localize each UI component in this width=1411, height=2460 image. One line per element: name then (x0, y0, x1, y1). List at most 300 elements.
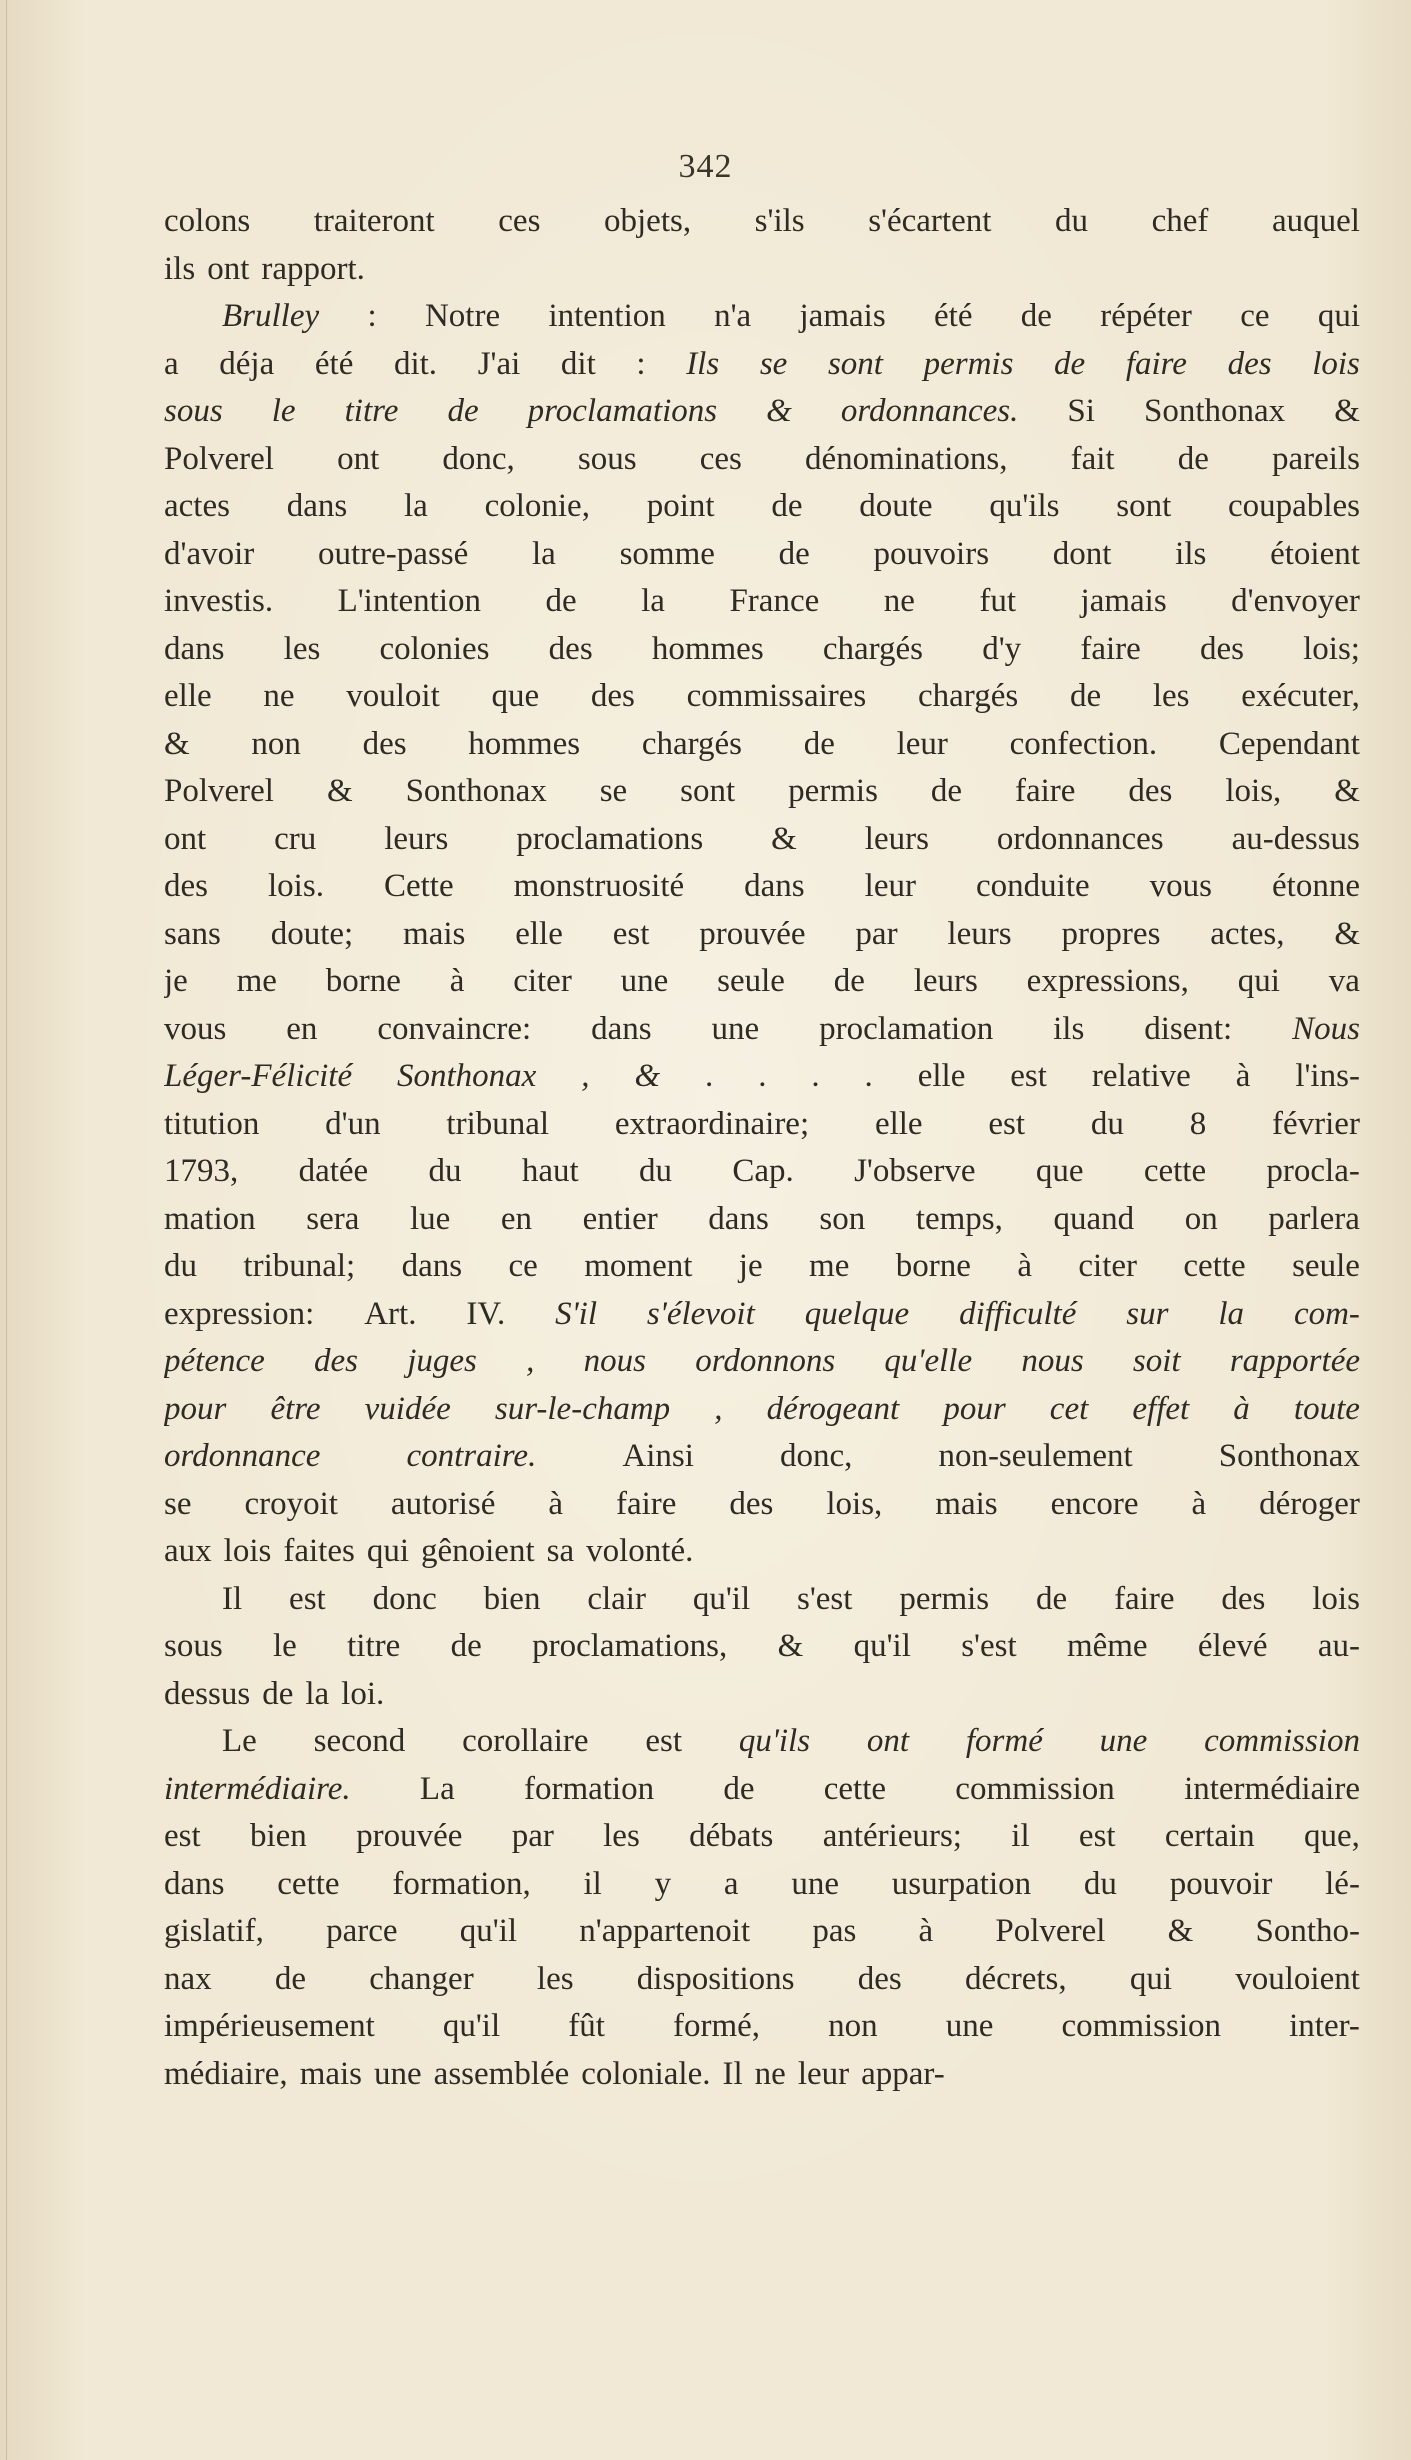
word: commission (1061, 2008, 1222, 2044)
word: & (1334, 915, 1360, 952)
word: colonie, (484, 488, 590, 524)
word: elle (917, 1058, 966, 1094)
word: d'avoir (164, 535, 255, 572)
italic-word: le (271, 393, 296, 429)
word: dans (591, 1010, 652, 1047)
word: a (723, 1865, 739, 1902)
word: dans (286, 488, 348, 524)
word: 8 (1189, 1105, 1207, 1142)
text-line (164, 388, 1360, 436)
word: de (545, 583, 577, 619)
word: somme (619, 535, 715, 572)
italic-word: s'élevoit (646, 1295, 755, 1332)
word: les (536, 1960, 574, 1997)
word: au-dessus (1231, 820, 1360, 857)
text-line (164, 1623, 1360, 1671)
word: on (1184, 1200, 1218, 1237)
italic-word: rapportée (1229, 1343, 1360, 1379)
word: en (286, 1010, 318, 1047)
word: relative (1091, 1058, 1191, 1094)
word: le (273, 1628, 297, 1664)
word: à (1017, 1248, 1032, 1284)
word: en (500, 1200, 533, 1237)
text-line (164, 721, 1360, 769)
word: ils (1053, 1010, 1085, 1047)
word: exécuter, (1241, 678, 1360, 714)
italic-word: permis (923, 345, 1014, 382)
word: qui (1317, 298, 1360, 334)
word: vouloient (1235, 1960, 1360, 1997)
word: Notre (424, 298, 501, 334)
word: Polverel (164, 773, 274, 809)
word: cette (823, 1770, 887, 1807)
word: faites (283, 1533, 355, 1569)
page-number: 342 (678, 148, 733, 185)
paragraph (164, 198, 1360, 293)
italic-word: être (270, 1390, 321, 1427)
word: proclamations, (532, 1628, 728, 1664)
italic-word: qu'ils (738, 1723, 811, 1759)
word: investis. (164, 583, 274, 619)
word: fût (568, 2008, 605, 2044)
word: formé, (673, 2008, 761, 2044)
word: leur (864, 868, 916, 904)
paragraph (164, 1718, 1360, 2098)
text-line (164, 1861, 1360, 1909)
word: chargés (641, 725, 742, 762)
word: de (274, 1960, 307, 1997)
text-line (164, 1291, 1360, 1339)
word: de (262, 1675, 294, 1712)
word: bien (483, 1580, 541, 1617)
word: s'est (797, 1580, 853, 1617)
word: J'ai (477, 345, 521, 382)
word: sans (164, 915, 221, 952)
word: la (305, 1675, 330, 1712)
word: faire (615, 1485, 677, 1522)
word: son (819, 1200, 866, 1237)
word: a (164, 345, 179, 382)
word: inter- (1289, 2008, 1360, 2044)
italic-word: sont (827, 345, 883, 382)
italic-word: & (766, 393, 792, 429)
word: parlera (1268, 1200, 1360, 1237)
word: seule (717, 963, 785, 999)
italic-word: , (526, 1343, 535, 1379)
word: décrets, (964, 1960, 1067, 1997)
word: expressions, (1026, 963, 1189, 999)
word: qu'il (442, 2008, 501, 2044)
word: Cependant (1218, 725, 1360, 762)
word: me (809, 1248, 850, 1284)
word: traiteront (313, 203, 435, 239)
word: colons (164, 203, 251, 239)
word: lois; (1303, 630, 1360, 667)
word: antérieurs; (822, 1818, 962, 1854)
word: Polverel (995, 1913, 1106, 1949)
text-line (164, 863, 1360, 911)
italic-word: sous (164, 393, 223, 429)
italic-word: faire (1125, 345, 1187, 382)
word: des (590, 678, 635, 714)
word: est (645, 1723, 682, 1759)
word: usurpation (891, 1865, 1032, 1902)
word: permis (899, 1580, 990, 1617)
word: auquel (1271, 203, 1360, 239)
word: & (771, 820, 797, 857)
italic-word: cet (1049, 1390, 1089, 1427)
text-line (164, 626, 1360, 674)
word: mation (164, 1200, 256, 1237)
italic-word: formé (965, 1723, 1043, 1759)
word: donc (372, 1580, 437, 1617)
italic-word: dérogeant (766, 1390, 900, 1427)
word: jamais (799, 298, 886, 334)
word: ils (1175, 535, 1207, 572)
word: de (778, 535, 810, 572)
word: formation, (392, 1865, 531, 1902)
word: ordonnances (996, 820, 1164, 857)
word: de (930, 773, 963, 809)
word: fait (1070, 440, 1115, 477)
word: par (511, 1818, 554, 1854)
word: . (811, 1058, 820, 1094)
word: je (164, 963, 188, 999)
word: jamais (1080, 583, 1167, 619)
text-line (164, 958, 1360, 1006)
word: proclamations (516, 820, 704, 857)
word: Polverel (164, 440, 274, 477)
word: du (1083, 1865, 1117, 1902)
word: dit (560, 345, 596, 382)
text-line (164, 1196, 1360, 1244)
word: ont (337, 440, 380, 477)
word: ils (164, 250, 196, 287)
word: qu'il (459, 1913, 518, 1949)
text-line (164, 673, 1360, 721)
word: & (1334, 773, 1360, 809)
italic-word: quelque (804, 1295, 910, 1332)
page-edge-shadow (6, 0, 7, 2460)
word: donc, (442, 440, 515, 477)
word: lois. (268, 868, 324, 904)
word: pareils (1271, 440, 1360, 477)
word: & (1167, 1913, 1194, 1949)
word: de (1177, 440, 1209, 477)
word: leurs (913, 963, 978, 999)
word: corollaire (462, 1723, 589, 1759)
word: pouvoir (1169, 1865, 1273, 1902)
word: est (289, 1580, 326, 1617)
word: changer (369, 1960, 474, 1997)
word: qu'il (853, 1628, 911, 1664)
italic-word: commission (1204, 1723, 1360, 1759)
word: leur (896, 725, 948, 762)
word: bien (249, 1818, 307, 1854)
word: à (918, 1913, 934, 1949)
text-line (164, 1053, 1360, 1101)
word: n'a (714, 298, 752, 334)
word: déroger (1259, 1485, 1360, 1522)
word: Ainsi (622, 1438, 694, 1474)
word: les (1152, 678, 1190, 714)
italic-word: lois (1312, 345, 1360, 382)
word: disent: (1144, 1010, 1233, 1047)
word: tribunal (446, 1105, 550, 1142)
word: dans (744, 868, 805, 904)
word: il (1011, 1818, 1030, 1854)
word: élevé (1197, 1628, 1268, 1664)
word: donc, (779, 1438, 853, 1474)
italic-word: des (314, 1343, 358, 1379)
text-line (164, 1813, 1360, 1861)
word: du (1090, 1105, 1124, 1142)
word: se (164, 1485, 192, 1522)
word: hommes (651, 630, 764, 667)
word: loi. (341, 1675, 385, 1712)
word: volonté. (586, 1533, 694, 1569)
word: des (857, 1960, 902, 1997)
italic-word: vuidée (364, 1390, 451, 1427)
italic-word: effet (1132, 1390, 1190, 1427)
word: lois, (826, 1485, 883, 1522)
word: gênoient (420, 1533, 535, 1569)
word: dit. (393, 345, 438, 382)
word: de (771, 488, 803, 524)
word: commission (955, 1770, 1115, 1807)
word: leurs (864, 820, 929, 857)
word: leurs (384, 820, 449, 857)
word: vous (164, 1010, 227, 1047)
word: les (283, 630, 321, 667)
word: la (403, 488, 428, 524)
word: & (1334, 393, 1360, 429)
word: intention (548, 298, 666, 334)
word: permis (788, 773, 878, 809)
word: va (1328, 963, 1360, 999)
word: sont (1116, 488, 1172, 524)
word: prouvée (699, 915, 806, 952)
word: ne (754, 2055, 786, 2092)
word: du (639, 1153, 672, 1189)
word: quand (1053, 1200, 1135, 1237)
word: sera (306, 1200, 360, 1237)
word: certain (1164, 1818, 1255, 1854)
word: que (491, 678, 540, 714)
word: que, (1303, 1818, 1360, 1854)
word: non-seulement (938, 1438, 1133, 1474)
word: dispositions (636, 1960, 795, 1997)
word: de (1020, 298, 1052, 334)
text-line (164, 2051, 1360, 2099)
word: de (1036, 1580, 1068, 1617)
word: clair (587, 1580, 646, 1617)
word: gislatif, (164, 1913, 264, 1949)
word: dans (708, 1200, 769, 1237)
word: fut (979, 583, 1017, 619)
word: doute; (270, 915, 354, 952)
word: entier (582, 1200, 658, 1237)
italic-word: nous (583, 1343, 646, 1379)
word: n'appartenoit (579, 1913, 751, 1949)
word: de (1069, 678, 1102, 714)
word: vous (1149, 868, 1212, 904)
word: qu'ils (989, 488, 1060, 524)
word: vouloit (346, 678, 440, 714)
text-line (164, 1338, 1360, 1386)
word: France (729, 583, 820, 619)
text-line (164, 1908, 1360, 1956)
word: une (711, 1010, 760, 1047)
word: sous (577, 440, 637, 477)
word: dans (401, 1248, 463, 1284)
word: Il (222, 1580, 243, 1617)
italic-word: qu'elle (884, 1343, 973, 1379)
text-line (164, 1481, 1360, 1529)
word: : (636, 345, 646, 382)
word: que (1035, 1153, 1084, 1189)
italic-word: ordonnances. (840, 393, 1019, 429)
word: haut (521, 1153, 579, 1189)
word: lois (1312, 1580, 1360, 1617)
word: conduite (976, 868, 1090, 904)
word: elle (874, 1105, 923, 1142)
word: ce (508, 1248, 538, 1284)
italic-word: ordonnons (695, 1343, 836, 1379)
italic-word: Ils (686, 345, 720, 382)
italic-word: com- (1293, 1295, 1360, 1332)
body-text (164, 198, 1360, 2098)
italic-word: Brulley (222, 298, 320, 334)
word: à (548, 1485, 564, 1522)
word: formation (523, 1770, 655, 1807)
italic-word: pour (943, 1390, 1006, 1427)
word: sa (546, 1533, 575, 1569)
word: de (833, 963, 865, 999)
word: est (1078, 1818, 1116, 1854)
word: Cette (383, 868, 454, 904)
word: 1793, (164, 1153, 239, 1189)
word: commissaires (686, 678, 867, 714)
text-line (164, 1433, 1360, 1481)
word: intermédiaire (1184, 1770, 1360, 1807)
word: autorisé (390, 1485, 496, 1522)
word: seule (1292, 1248, 1360, 1284)
text-line (164, 1386, 1360, 1434)
word: une (791, 1865, 840, 1902)
word: des (362, 725, 407, 762)
word: des (1221, 1580, 1266, 1617)
word: coupables (1228, 488, 1360, 524)
text-line (164, 246, 1360, 294)
word: qui (1129, 1960, 1173, 1997)
word: lé- (1325, 1865, 1360, 1902)
text-line (164, 1101, 1360, 1149)
word: ne (263, 678, 295, 714)
word: confection. (1009, 725, 1158, 762)
word: appar- (861, 2055, 945, 2092)
italic-word: titre (344, 393, 399, 429)
italic-word: intermédiaire. (164, 1770, 351, 1807)
word: second (313, 1723, 406, 1759)
text-line (164, 341, 1360, 389)
italic-word: la (1218, 1295, 1245, 1332)
word: une (620, 963, 669, 999)
italic-word: de (1054, 345, 1086, 382)
italic-word: Nous (1292, 1010, 1360, 1047)
word: colonies (379, 630, 490, 667)
word: médiaire, (164, 2055, 288, 2092)
word: déja (219, 345, 275, 382)
word: doute (859, 488, 933, 524)
word: rapport. (261, 250, 365, 287)
word: des (1128, 773, 1173, 809)
text-line (164, 531, 1360, 579)
word: s'écartent (868, 203, 992, 239)
word: faire (1080, 630, 1141, 667)
text-line (164, 1956, 1360, 2004)
word: étonne (1272, 868, 1360, 904)
word: nax (164, 1960, 212, 1997)
italic-word: sur (1126, 1295, 1169, 1332)
word: faire (1114, 1580, 1175, 1617)
word: expression: (164, 1295, 315, 1332)
word: ont (207, 250, 250, 287)
word: non (251, 725, 301, 762)
italic-word: contraire. (406, 1438, 537, 1474)
word: hommes (468, 725, 581, 762)
word: citer (513, 963, 572, 999)
word: dessus (164, 1675, 251, 1712)
word: Art. (364, 1295, 417, 1332)
italic-word: S'il (555, 1295, 598, 1332)
word: dans (164, 1865, 225, 1902)
text-line (164, 1148, 1360, 1196)
word: mais (403, 915, 466, 952)
word: les (603, 1818, 640, 1854)
word: il (583, 1865, 602, 1902)
word: répéter (1100, 298, 1192, 334)
text-line (164, 1766, 1360, 1814)
word: coloniale. (581, 2055, 711, 2092)
word: cette (1143, 1153, 1207, 1189)
word: y (654, 1865, 672, 1902)
word: . (864, 1058, 873, 1094)
italic-word: des (1227, 345, 1272, 382)
text-line (164, 483, 1360, 531)
word: est (988, 1105, 1026, 1142)
word: dénominations, (804, 440, 1008, 477)
text-line (164, 2003, 1360, 2051)
word: s'ils (754, 203, 805, 239)
word: qu'il (692, 1580, 751, 1617)
italic-word: de (447, 393, 479, 429)
word: lue (409, 1200, 451, 1237)
word: : (367, 298, 377, 334)
word: qui (366, 1533, 409, 1569)
word: ont (164, 820, 207, 857)
word: du (1054, 203, 1088, 239)
word: croyoit (244, 1485, 338, 1522)
text-line (164, 1718, 1360, 1766)
text-line (164, 1671, 1360, 1719)
word: été (934, 298, 973, 334)
word: chargés (822, 630, 924, 667)
italic-word: nous (1021, 1343, 1084, 1379)
word: actes, (1210, 915, 1285, 952)
word: La (419, 1770, 455, 1807)
paragraph (164, 293, 1360, 1576)
